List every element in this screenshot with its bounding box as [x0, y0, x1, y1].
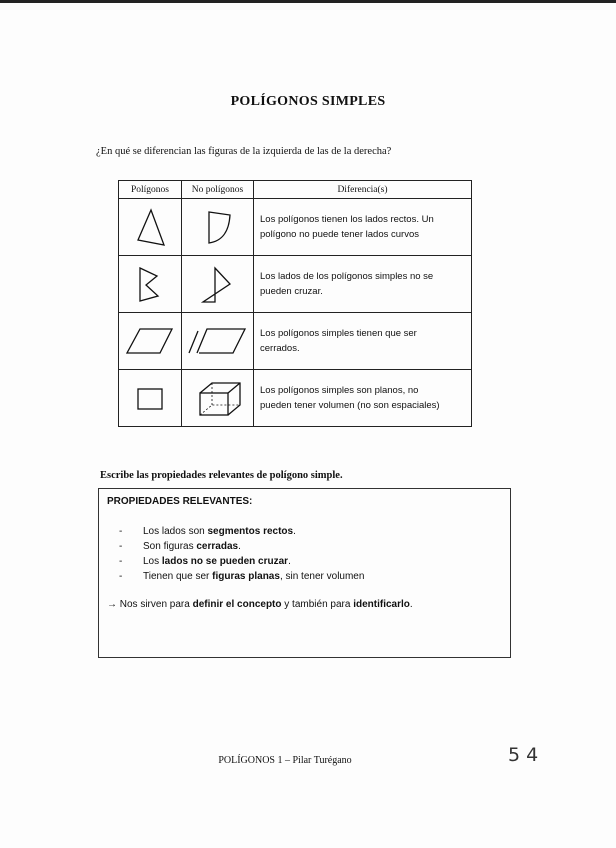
top-rule: [0, 0, 616, 3]
non-polygon-cell: [182, 256, 254, 313]
list-item: - Tienen que ser figuras planas, sin tener volumen: [119, 571, 365, 582]
properties-list: [119, 524, 364, 584]
concave-polygon-icon: [130, 262, 170, 306]
non-polygon-cell: [182, 199, 254, 256]
table-row: [119, 256, 472, 313]
square-icon: [130, 378, 170, 418]
header-differences: Diferencia(s): [254, 181, 472, 199]
list-item: - Los lados no se pueden cruzar.: [119, 556, 291, 567]
properties-box: [98, 488, 511, 658]
polygon-comparison-table: [118, 180, 472, 427]
non-polygon-cell: [182, 313, 254, 370]
table-header-row: [119, 181, 472, 199]
arrow-right-icon: →: [107, 599, 117, 610]
page-title: POLÍGONOS SIMPLES: [230, 94, 386, 109]
question-text: ¿En qué se diferencian las figuras de la izquierda de las de la derecha?: [96, 146, 392, 157]
difference-cell: Los polígonos simples tienen que ser cerrados.: [254, 313, 472, 370]
non-polygon-cell: [182, 370, 254, 427]
polygon-cell: [119, 199, 182, 256]
page-footer: POLÍGONOS 1 – Pilar Turégano: [218, 755, 352, 766]
header-polygons: Polígonos: [119, 181, 182, 199]
list-item: - Son figuras cerradas.: [119, 541, 241, 552]
cube-icon: [190, 375, 246, 421]
triangle-icon: [130, 205, 170, 249]
polygon-cell: [119, 256, 182, 313]
properties-heading: PROPIEDADES RELEVANTES:: [107, 496, 253, 507]
list-item: - Los lados son segmentos rectos.: [119, 526, 296, 537]
difference-cell: Los polígonos simples son planos, no pueden tener volumen (no son espaciales): [254, 370, 472, 427]
difference-cell: Los polígonos tienen los lados rectos. Un polígono no puede tener lados curvos: [254, 199, 472, 256]
curved-shape-icon: [198, 205, 238, 249]
page-number: 5 4: [508, 744, 539, 766]
self-crossing-shape-icon: [198, 262, 238, 306]
open-parallelogram-icon: [185, 321, 251, 361]
polygon-cell: [119, 313, 182, 370]
table-row: [119, 370, 472, 427]
section-subtitle: Escribe las propiedades relevantes de polígono simple.: [100, 470, 343, 481]
polygon-cell: [119, 370, 182, 427]
parallelogram-icon: [122, 321, 178, 361]
difference-cell: Los lados de los polígonos simples no se pueden cruzar.: [254, 256, 472, 313]
properties-note: → Nos sirven para definir el concepto y también para identificarlo.: [107, 599, 413, 610]
table-row: [119, 313, 472, 370]
table-row: [119, 199, 472, 256]
header-non-polygons: No polígonos: [182, 181, 254, 199]
